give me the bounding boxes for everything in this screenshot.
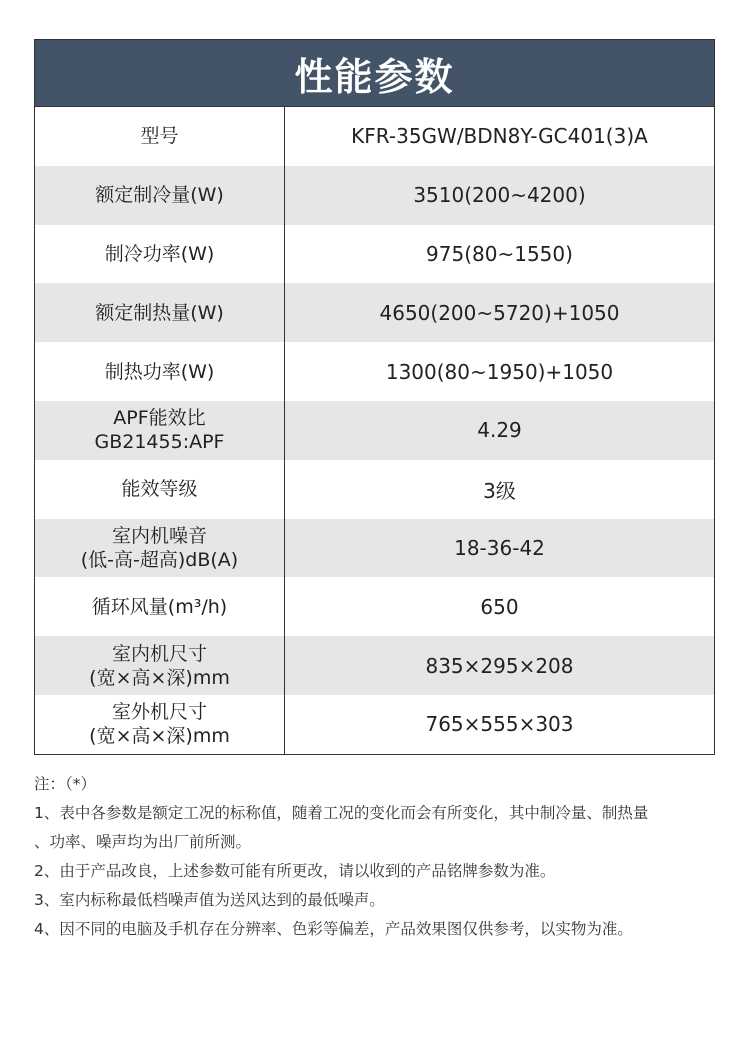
- row-label: [35, 401, 285, 460]
- row-value: 1300(80~1950)+1050: [385, 359, 614, 384]
- row-label-line: APF能效比: [113, 407, 206, 430]
- note-line: 3、室内标称最低档噪声值为送风达到的最低噪声。: [34, 891, 385, 909]
- table-row: [35, 225, 714, 284]
- row-label-line: 室内机噪音: [111, 524, 207, 547]
- table-row: [35, 342, 714, 401]
- table-row: [35, 166, 714, 225]
- row-value: 18-36-42: [454, 535, 545, 560]
- row-value: 3级: [483, 478, 516, 503]
- table-body: [35, 106, 714, 754]
- note-line: 1、表中各参数是额定工况的标称值，随着工况的变化而会有所变化，其中制冷量、制热量: [34, 804, 649, 822]
- row-label-line: 室内机尺寸: [111, 642, 207, 665]
- table-row: [35, 401, 714, 460]
- row-label: [35, 695, 285, 754]
- spec-table: [34, 39, 715, 755]
- table-row: [35, 519, 714, 578]
- row-value: 4.29: [477, 418, 522, 443]
- row-label-line: 室外机尺寸: [111, 701, 207, 724]
- table-title: 性能参数: [35, 40, 714, 106]
- row-value: 3510(200~4200): [413, 183, 586, 208]
- row-label: [35, 342, 285, 401]
- row-label-line: 额定制冷量(W): [95, 184, 224, 207]
- row-label-line: 循环风量(m³/h): [91, 595, 228, 618]
- row-label-line: (低-高-超高)dB(A): [80, 548, 239, 571]
- row-label: [35, 225, 285, 284]
- row-label: [35, 577, 285, 636]
- row-value: 835×295×208: [425, 653, 574, 678]
- row-label-line: (宽×高×深)mm: [89, 725, 230, 748]
- row-label-line: 额定制热量(W): [95, 301, 224, 324]
- table-row: [35, 636, 714, 695]
- row-label-line: 能效等级: [121, 478, 198, 501]
- row-label: [35, 166, 285, 225]
- table-row: [35, 107, 714, 166]
- row-label-line: 型号: [140, 125, 179, 148]
- row-label: [35, 283, 285, 342]
- footnotes: [34, 770, 724, 944]
- table-row: [35, 460, 714, 519]
- row-value: 650: [480, 594, 519, 619]
- row-value: KFR-35GW/BDN8Y-GC401(3)A: [351, 124, 648, 149]
- row-value: 765×555×303: [425, 712, 574, 737]
- note-line: 、功率、噪声均为出厂前所测。: [34, 833, 252, 851]
- row-label-line: 制热功率(W): [104, 360, 215, 383]
- notes-heading: 注：（*）: [34, 775, 97, 793]
- row-value: 975(80~1550): [426, 241, 573, 266]
- row-label-line: 制冷功率(W): [104, 242, 215, 265]
- row-label-line: GB21455:APF: [94, 431, 225, 454]
- row-label: [35, 636, 285, 695]
- row-label: [35, 460, 285, 519]
- note-line: 2、由于产品改良，上述参数可能有所更改，请以收到的产品铭牌参数为准。: [34, 862, 556, 880]
- table-row: [35, 283, 714, 342]
- table-row: [35, 577, 714, 636]
- row-label: [35, 519, 285, 578]
- note-line: 4、因不同的电脑及手机存在分辨率、色彩等偏差，产品效果图仅供参考，以实物为准。: [34, 920, 633, 938]
- row-label: [35, 107, 285, 166]
- table-row: [35, 695, 714, 754]
- row-label-line: (宽×高×深)mm: [89, 666, 230, 689]
- row-value: 4650(200~5720)+1050: [379, 300, 620, 325]
